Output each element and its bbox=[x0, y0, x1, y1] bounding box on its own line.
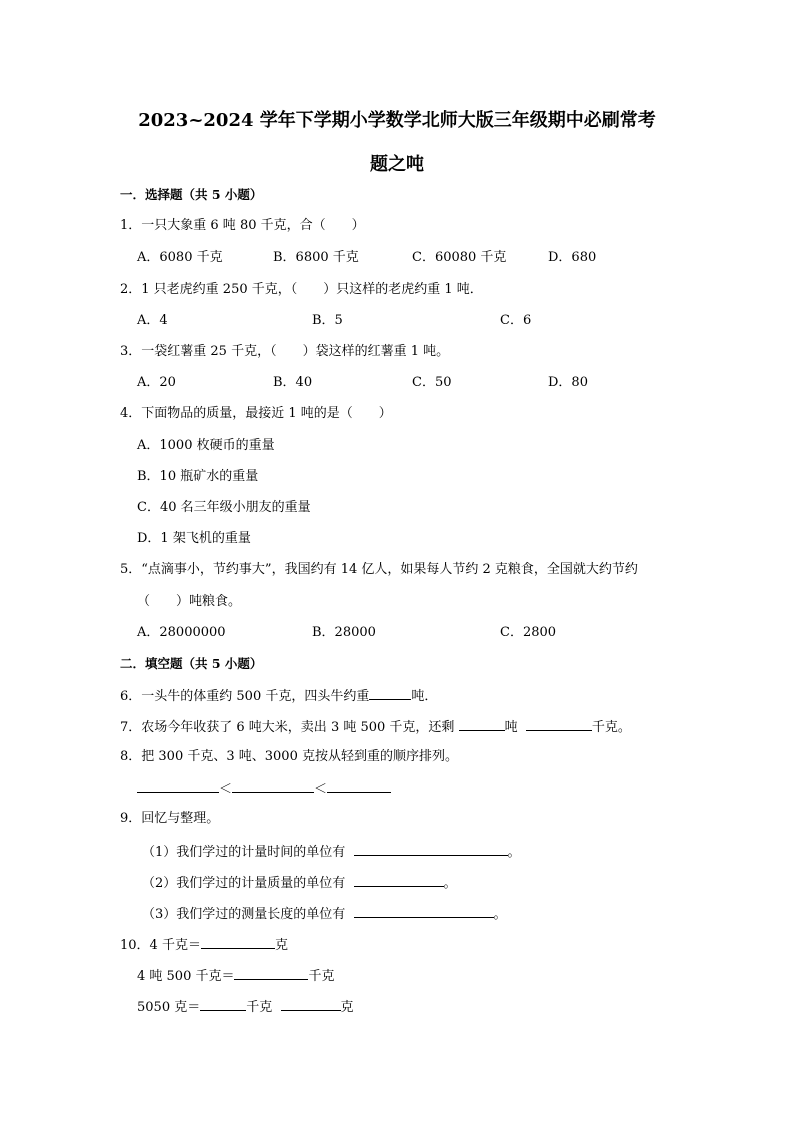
q10-line-3-blank-kg[interactable] bbox=[200, 998, 246, 1011]
q7-unit-ton: 吨 bbox=[504, 720, 518, 735]
question-5-stem-line2: （ ）吨粮食。 bbox=[137, 594, 242, 609]
q5-option-b: B．28000 bbox=[312, 625, 376, 640]
q4-option-c: C．40 名三年级小朋友的重量 bbox=[137, 500, 311, 515]
q1-option-c: C．60080 千克 bbox=[412, 250, 507, 265]
q9-sub-1-end: 。 bbox=[507, 845, 521, 860]
q5-option-a: A．28000000 bbox=[137, 625, 226, 640]
q10-line-3-blank-g[interactable] bbox=[281, 998, 341, 1011]
q10-line-3-unit-g: 克 bbox=[340, 1000, 354, 1015]
q8-order-row bbox=[137, 780, 391, 798]
q8-less-than-2: ＜ bbox=[314, 782, 328, 797]
q10-line-1-unit: 克 bbox=[274, 938, 288, 953]
q7-unit-kg: 千克。 bbox=[591, 720, 631, 735]
q9-sub-3-text: （3）我们学过的测量长度的单位有 bbox=[142, 907, 346, 922]
q10-line-2-blank[interactable] bbox=[234, 967, 308, 980]
q1-option-b: B．6800 千克 bbox=[273, 250, 359, 265]
q5-option-c: C．2800 bbox=[500, 625, 557, 640]
q10-line-3-unit-kg: 千克 bbox=[246, 1000, 273, 1015]
q2-option-a: A．4 bbox=[137, 313, 168, 328]
q9-sub-1 bbox=[142, 843, 521, 861]
q8-blank-3[interactable] bbox=[327, 780, 391, 793]
q2-option-b: B．5 bbox=[312, 313, 343, 328]
q9-sub-2 bbox=[142, 874, 457, 892]
q2-option-c: C．6 bbox=[500, 313, 532, 328]
q9-sub-3 bbox=[142, 905, 507, 923]
q1-option-a: A．6080 千克 bbox=[137, 250, 223, 265]
q8-blank-1[interactable] bbox=[137, 780, 219, 793]
question-5-stem-line1: 5．“点滴事小，节约事大”，我国约有 14 亿人，如果每人节约 2 克粮食，全国就大约节约 bbox=[120, 562, 638, 577]
q10-line-1 bbox=[120, 936, 288, 954]
q10-line-2-unit: 千克 bbox=[308, 969, 335, 984]
document-title-line2: 题之吨 bbox=[370, 154, 424, 175]
q3-option-d: D．80 bbox=[548, 375, 588, 390]
q7-text: 7．农场今年收获了 6 吨大米，卖出 3 吨 500 千克，还剩 bbox=[120, 720, 455, 735]
question-1-stem: 1．一只大象重 6 吨 80 千克，合（ ） bbox=[120, 218, 365, 233]
section-heading-fill: 二．填空题（共 5 小题） bbox=[120, 656, 263, 671]
q3-option-a: A．20 bbox=[137, 375, 176, 390]
q6-blank[interactable] bbox=[369, 687, 411, 700]
question-6 bbox=[120, 687, 437, 705]
q4-option-b: B．10 瓶矿水的重量 bbox=[137, 469, 259, 484]
q9-sub-3-end: 。 bbox=[493, 907, 507, 922]
q7-blank-kg[interactable] bbox=[526, 718, 592, 731]
section-heading-choice: 一．选择题（共 5 小题） bbox=[120, 187, 263, 202]
q9-sub-3-blank[interactable] bbox=[354, 905, 494, 918]
q10-line-2-text: 4 吨 500 千克＝ bbox=[137, 969, 235, 984]
question-2-stem: 2．1 只老虎约重 250 千克，（ ）只这样的老虎约重 1 吨． bbox=[120, 282, 483, 297]
q9-sub-2-text: （2）我们学过的计量质量的单位有 bbox=[142, 876, 346, 891]
q10-line-1-text: 10．4 千克＝ bbox=[120, 938, 201, 953]
q4-option-a: A．1000 枚硬币的重量 bbox=[137, 438, 275, 453]
q10-line-1-blank[interactable] bbox=[201, 936, 275, 949]
question-8-stem: 8．把 300 千克、3 吨、3000 克按从轻到重的顺序排列。 bbox=[120, 749, 458, 764]
q4-option-d: D．1 架飞机的重量 bbox=[137, 531, 251, 546]
q9-sub-2-end: 。 bbox=[443, 876, 457, 891]
q6-text: 6．一头牛的体重约 500 千克，四头牛约重 bbox=[120, 689, 370, 704]
q7-blank-ton[interactable] bbox=[459, 718, 505, 731]
q8-less-than-1: ＜ bbox=[219, 782, 233, 797]
q10-line-2 bbox=[137, 967, 335, 985]
q9-sub-1-text: （1）我们学过的计量时间的单位有 bbox=[142, 845, 346, 860]
q9-sub-1-blank[interactable] bbox=[354, 843, 508, 856]
q8-blank-2[interactable] bbox=[232, 780, 314, 793]
question-4-stem: 4．下面物品的质量，最接近 1 吨的是（ ） bbox=[120, 406, 392, 421]
q10-line-3 bbox=[137, 998, 354, 1016]
q3-option-c: C．50 bbox=[412, 375, 452, 390]
question-9-stem: 9．回忆与整理。 bbox=[120, 811, 220, 826]
q9-sub-2-blank[interactable] bbox=[354, 874, 444, 887]
q6-unit: 吨． bbox=[411, 689, 438, 704]
question-7 bbox=[120, 718, 631, 736]
q10-line-3-text: 5050 克＝ bbox=[137, 1000, 201, 1015]
document-title-line1: 2023~2024 学年下学期小学数学北师大版三年级期中必刷常考 bbox=[138, 110, 656, 131]
q3-option-b: B．40 bbox=[273, 375, 313, 390]
question-3-stem: 3．一袋红薯重 25 千克，（ ）袋这样的红薯重 1 吨。 bbox=[120, 344, 450, 359]
q1-option-d: D．680 bbox=[548, 250, 597, 265]
